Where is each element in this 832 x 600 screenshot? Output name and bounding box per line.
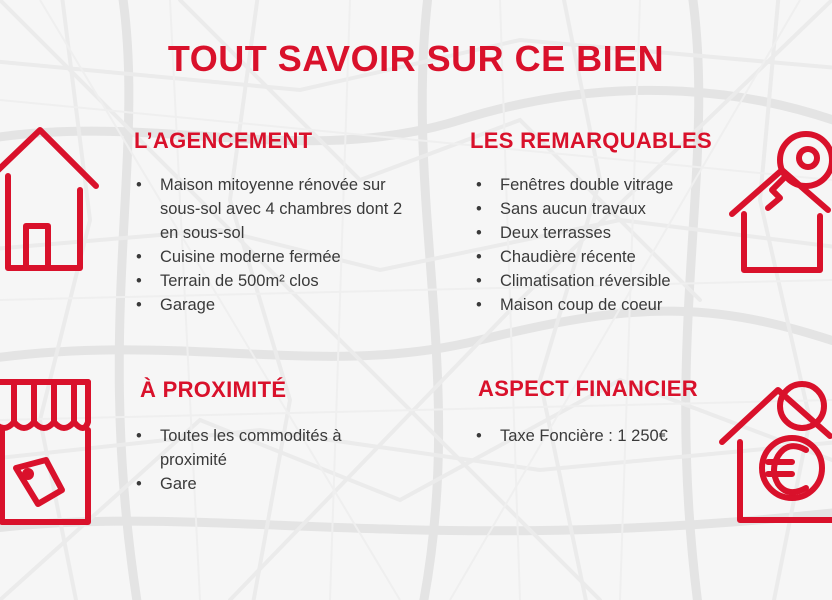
list-agencement — [134, 173, 424, 317]
section-title-remarquables: LES REMARQUABLES — [470, 128, 712, 153]
list-item: • Climatisation réversible — [474, 269, 724, 293]
list-item: • Cuisine moderne fermée — [134, 245, 424, 269]
list-remarquables — [474, 173, 724, 317]
list-item: • Sans aucun travaux — [474, 197, 724, 221]
page-title: TOUT SAVOIR SUR CE BIEN — [167, 38, 665, 79]
list-financier — [474, 424, 724, 448]
house-keys-icon — [724, 124, 832, 274]
list-item: • Gare — [134, 472, 374, 496]
shop-icon — [0, 372, 96, 532]
house-icon — [0, 118, 106, 278]
list-item: • Fenêtres double vitrage — [474, 173, 724, 197]
list-item: • Chaudière récente — [474, 245, 724, 269]
section-title-proximite: À PROXIMITÉ — [140, 377, 287, 402]
list-item: • Maison coup de coeur — [474, 293, 724, 317]
list-item: • Taxe Foncière : 1 250€ — [474, 424, 724, 448]
list-item: • Garage — [134, 293, 424, 317]
list-item: • Maison mitoyenne rénovée sur sous-sol avec 4 chambres dont 2 en sous-sol — [134, 173, 424, 245]
list-item: • Toutes les commodités à proximité — [134, 424, 374, 472]
house-euro-icon — [716, 370, 832, 530]
list-proximite — [134, 424, 374, 496]
section-title-financier: ASPECT FINANCIER — [478, 376, 698, 401]
section-title-agencement: L’AGENCEMENT — [134, 128, 313, 153]
list-item: • Terrain de 500m² clos — [134, 269, 424, 293]
list-item: • Deux terrasses — [474, 221, 724, 245]
